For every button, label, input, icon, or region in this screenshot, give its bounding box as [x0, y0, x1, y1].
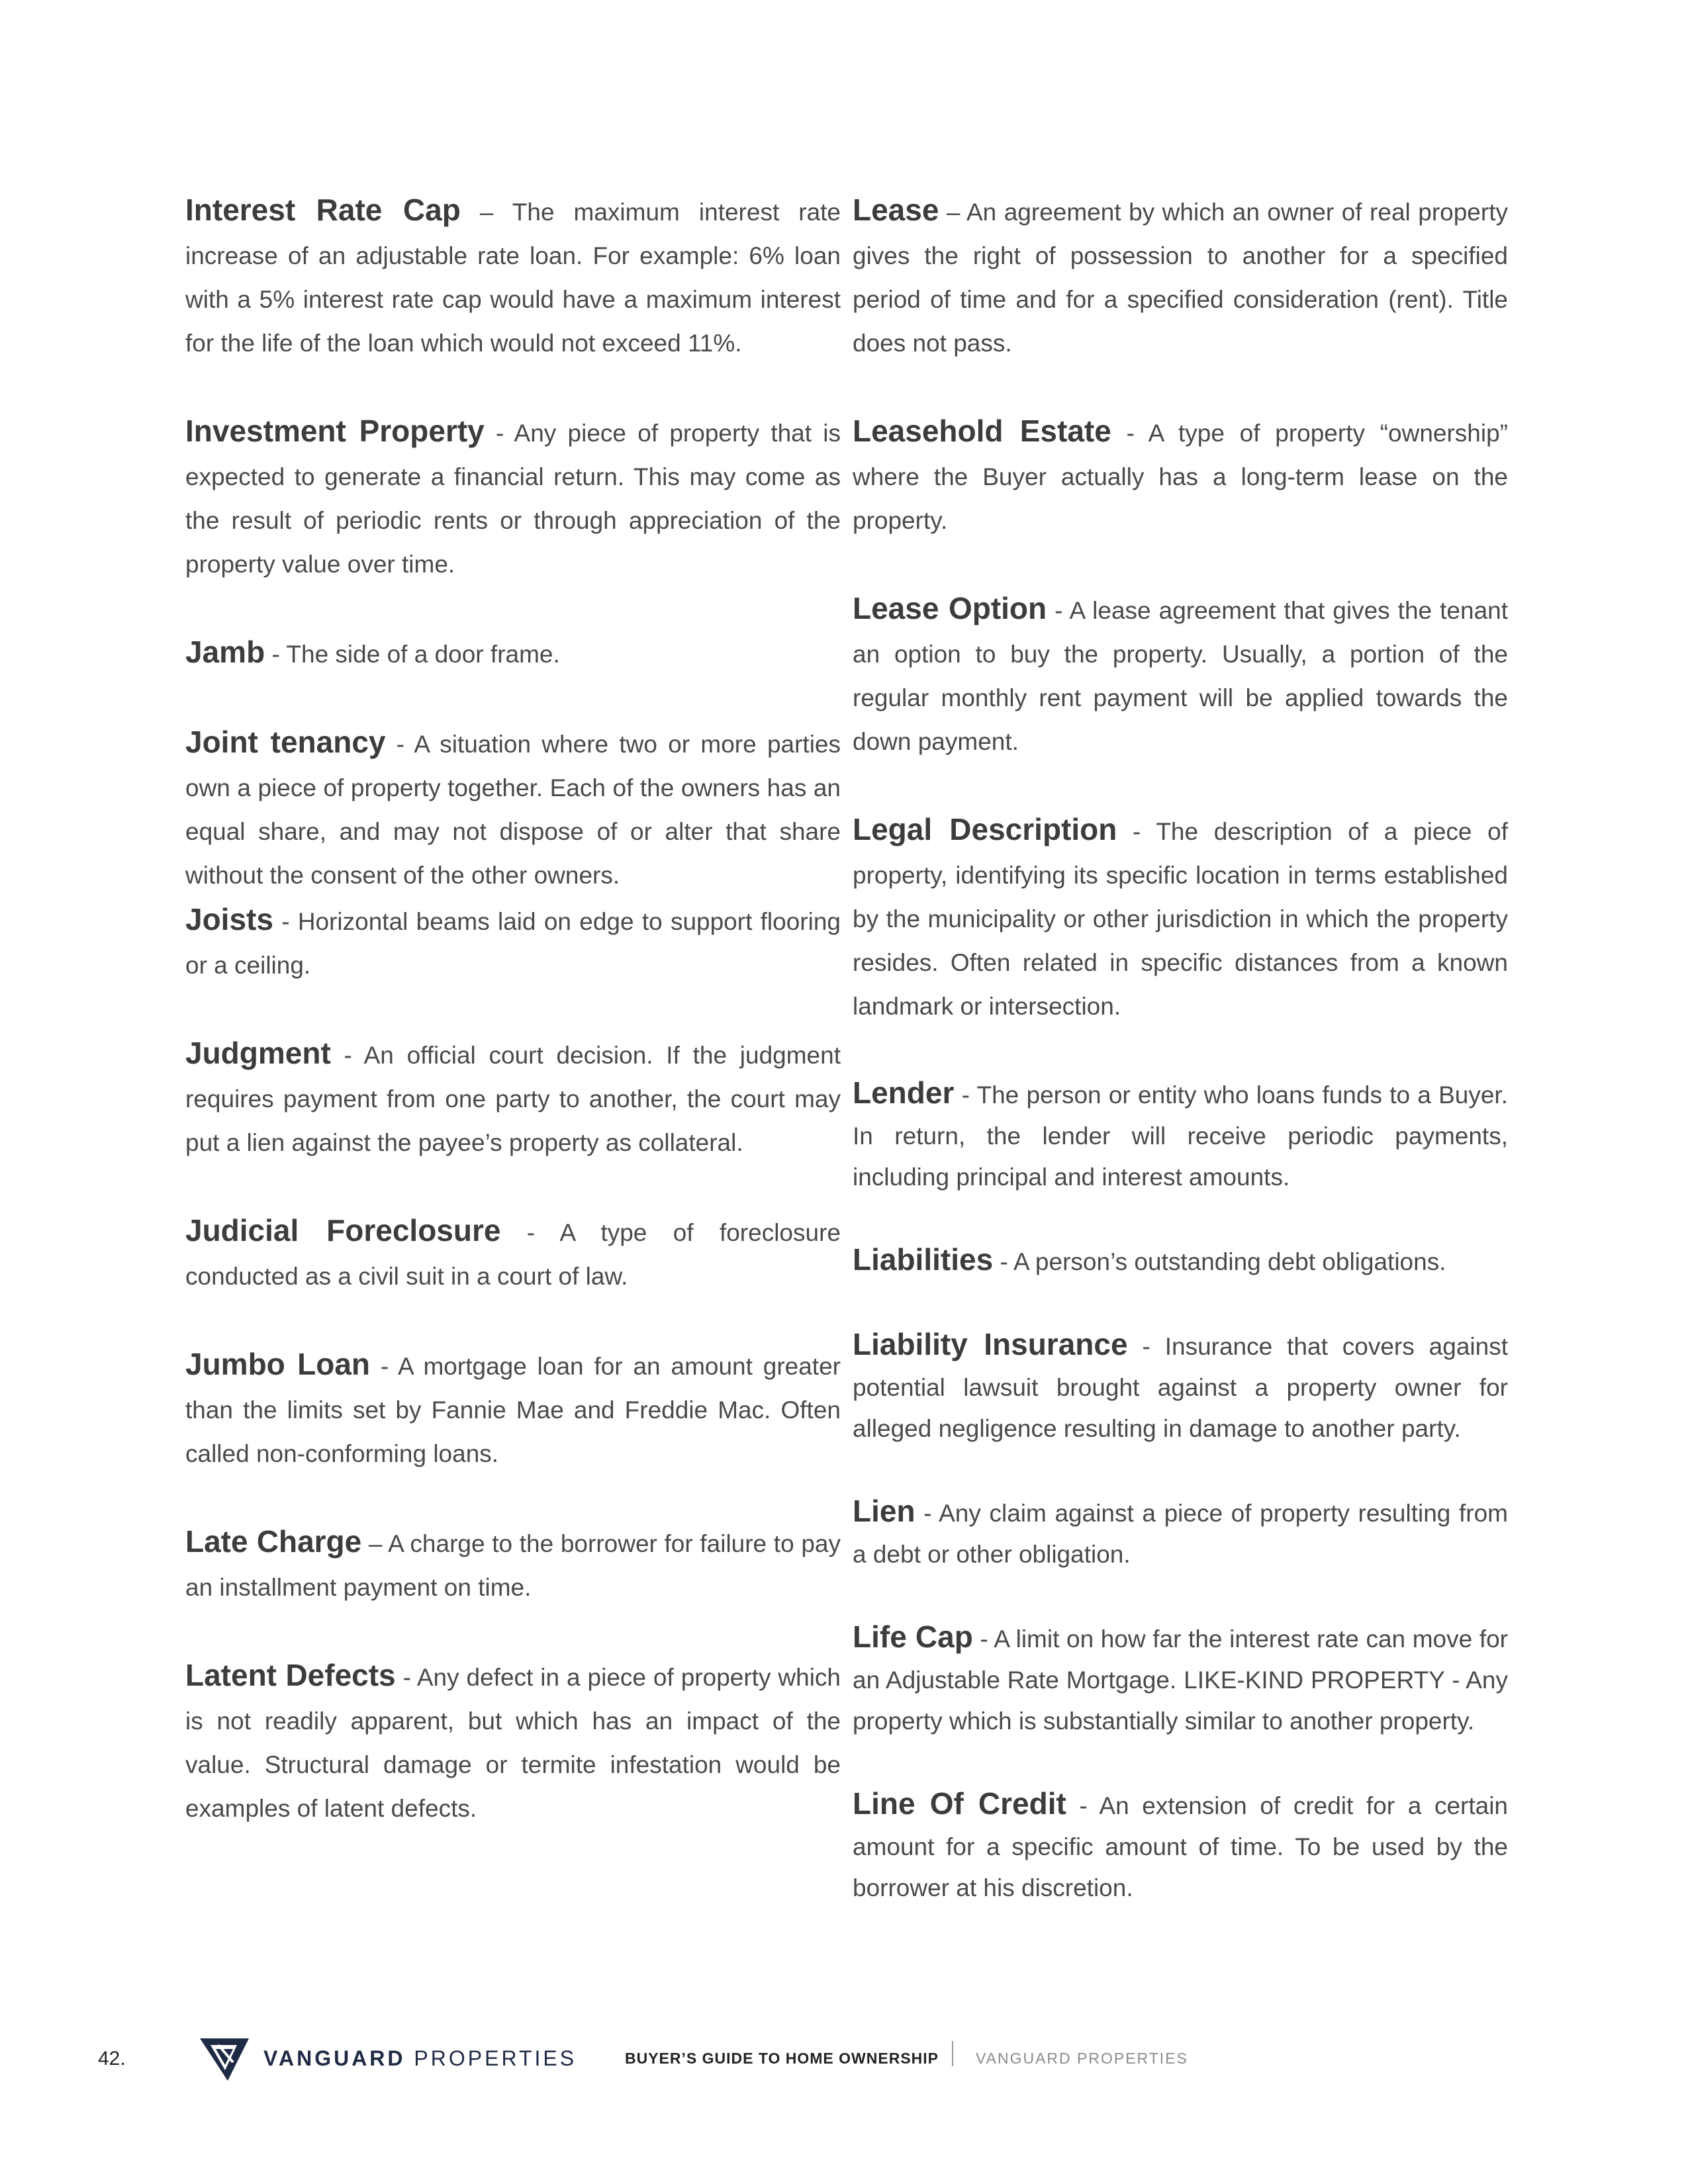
- page-number: 42.: [98, 2048, 126, 2070]
- glossary-term: Lender: [853, 1075, 955, 1110]
- glossary-term: Jamb: [185, 635, 265, 669]
- guide-brand: VANGUARD PROPERTIES: [976, 2050, 1188, 2067]
- glossary-definition: Horizontal beams laid on edge to support flooring or a ceiling.: [185, 908, 841, 979]
- glossary-entry: Interest Rate Cap – The maximum interest rate increase of an adjustable rate loan. For example: 6% loan with a 5% interest rate cap would have a maximum interest for the life of the loan which would not exceed 11%.: [185, 193, 841, 357]
- guide-title: BUYER’S GUIDE TO HOME OWNERSHIP: [625, 2050, 939, 2067]
- footer-divider: [952, 2041, 953, 2066]
- glossary-term: Leasehold Estate: [853, 414, 1111, 448]
- glossary-term: Interest Rate Cap: [185, 193, 461, 227]
- glossary-term: Judicial Foreclosure: [185, 1213, 501, 1248]
- brand-name: VANGUARD PROPERTIES: [263, 2046, 577, 2070]
- glossary-term: Lien: [853, 1494, 915, 1528]
- left-column: [185, 188, 841, 1874]
- glossary-definition: The description of a piece of property, identifying its specific location in terms established by the municipality or other jurisdiction in which the property resides. Often related in specific distances from a known landmark or intersection.: [853, 818, 1508, 1020]
- glossary-definition: An agreement by which an owner of real property gives the right of possession to another for a specified period of time and for a specified consideration (rent). Title does not pass.: [853, 199, 1508, 357]
- glossary-definition: A limit on how far the interest rate can move for an Adjustable Rate Mortgage. LIKE-KIND PROPERTY - Any property which is substantially similar to another property.: [853, 1625, 1508, 1735]
- glossary-definition: The maximum interest rate increase of an adjustable rate loan. For example: 6% loan with a 5% interest rate cap would have a maximum interest for the life of the loan which would not exceed 11%.: [185, 199, 841, 357]
- glossary-definition: An extension of credit for a certain amount for a specific amount of time. To be used by the borrower at his discretion.: [853, 1792, 1509, 1901]
- glossary-term: Joint tenancy: [185, 725, 386, 759]
- glossary-entry: Joists - Horizontal beams laid on edge to support flooring or a ceiling.: [185, 902, 841, 979]
- glossary-definition: Any claim against a piece of property resulting from a debt or other obligation.: [853, 1500, 1509, 1568]
- glossary-definition: An official court decision. If the judgment requires payment from one party to another, the court may put a lien against the payee’s property as collateral.: [185, 1042, 841, 1156]
- glossary-entry: Lender - The person or entity who loans funds to a Buyer. In return, the lender will receive periodic payments, including principal and interest amounts.: [853, 1075, 1508, 1191]
- right-column: [853, 188, 1508, 1909]
- glossary-term: Legal Description: [853, 812, 1117, 846]
- glossary-entry: Judicial Foreclosure - A type of foreclosure conducted as a civil suit in a court of law.: [185, 1213, 841, 1290]
- glossary-term: Lease: [853, 193, 939, 227]
- glossary-entry: Jamb - The side of a door frame.: [185, 635, 560, 669]
- glossary-definition: The person or entity who loans funds to a Buyer. In return, the lender will receive periodic payments, including principal and interest amounts.: [853, 1081, 1508, 1191]
- glossary-entry: Liabilities - A person’s outstanding debt obligations.: [853, 1242, 1446, 1277]
- glossary-term: Life Cap: [853, 1619, 973, 1654]
- glossary-term: Judgment: [185, 1036, 331, 1070]
- glossary-entry: Liability Insurance - Insurance that covers against potential lawsuit brought against a property owner for alleged negligence resulting in damage to another party.: [853, 1327, 1508, 1442]
- page-footer: [0, 2025, 1688, 2091]
- glossary-term: Line Of Credit: [853, 1786, 1066, 1821]
- glossary-definition: Any piece of property that is expected to generate a financial return. This may come as the result of periodic rents or through appreciation of the property value over time.: [185, 420, 841, 578]
- glossary-entry: Joint tenancy - A situation where two or more parties own a piece of property together. Each of the owners has an equal share, and may not dispose of or alter that share without the consent of the other owners.: [185, 725, 841, 889]
- glossary-term: Liability Insurance: [853, 1327, 1128, 1361]
- glossary-entry: Lien - Any claim against a piece of property resulting from a debt or other obligation.: [853, 1494, 1509, 1568]
- glossary-term: Latent Defects: [185, 1658, 396, 1692]
- glossary-definition: The side of a door frame.: [286, 641, 560, 668]
- glossary-term: Joists: [185, 902, 273, 936]
- glossary-term: Lease Option: [853, 591, 1047, 625]
- glossary-entry: Line Of Credit - An extension of credit for a certain amount for a specific amount of time. To be used by the borrower at his discretion.: [853, 1786, 1509, 1901]
- glossary-entry: Lease Option - A lease agreement that gives the tenant an option to buy the property. Usually, a portion of the regular monthly rent payment will be applied towards the down payment.: [853, 591, 1509, 755]
- glossary-entry: Lease – An agreement by which an owner of real property gives the right of possession to another for a specified period of time and for a specified consideration (rent). Title does not pass.: [853, 193, 1508, 357]
- glossary-definition: A charge to the borrower for failure to pay an installment payment on time.: [185, 1530, 841, 1601]
- glossary-definition: A person’s outstanding debt obligations.: [1013, 1248, 1446, 1275]
- glossary-definition: A mortgage loan for an amount greater than the limits set by Fannie Mae and Freddie Mac. Often called non-conforming loans.: [185, 1353, 841, 1467]
- glossary-entry: Legal Description - The description of a piece of property, identifying its specific location in terms established by the municipality or other jurisdiction in which the property resides. Often related in specific distances from a known landmark or intersection.: [853, 812, 1508, 1020]
- glossary-term: Jumbo Loan: [185, 1347, 371, 1381]
- glossary-entry: Latent Defects - Any defect in a piece of property which is not readily apparent, but which has an impact of the value. Structural damage or termite infestation would be examples of latent defects.: [185, 1658, 841, 1822]
- vanguard-logo-icon: [199, 2036, 250, 2083]
- glossary-term: Liabilities: [853, 1242, 994, 1277]
- glossary-entry: Late Charge – A charge to the borrower for failure to pay an installment payment on time.: [185, 1524, 841, 1601]
- glossary-entry: Life Cap - A limit on how far the interest rate can move for an Adjustable Rate Mortgage. LIKE-KIND PROPERTY - Any property which is substantially similar to another property.: [853, 1619, 1508, 1735]
- glossary-term: Late Charge: [185, 1524, 362, 1559]
- glossary-definition: Insurance that covers against potential lawsuit brought against a property owner for alleged negligence resulting in damage to another party.: [853, 1333, 1508, 1442]
- glossary-definition: A situation where two or more parties own a piece of property together. Each of the owners has an equal share, and may not dispose of or alter that share without the consent of the other owners.: [185, 731, 841, 889]
- glossary-definition: A type of property “ownership” where the Buyer actually has a long-term lease on the property.: [853, 420, 1509, 534]
- glossary-definition: Any defect in a piece of property which is not readily apparent, but which has an impact of the value. Structural damage or termite infestation would be examples of latent defects.: [185, 1664, 841, 1822]
- glossary-entry: Leasehold Estate - A type of property “ownership” where the Buyer actually has a long-term lease on the property.: [853, 414, 1509, 534]
- glossary-definition: A type of foreclosure conducted as a civil suit in a court of law.: [185, 1219, 841, 1290]
- glossary-definition: A lease agreement that gives the tenant an option to buy the property. Usually, a portion of the regular monthly rent payment will be applied towards the down payment.: [853, 597, 1509, 755]
- glossary-entry: Jumbo Loan - A mortgage loan for an amount greater than the limits set by Fannie Mae and Freddie Mac. Often called non-conforming loans.: [185, 1347, 841, 1467]
- glossary-term: Investment Property: [185, 414, 485, 448]
- glossary-entry: Investment Property - Any piece of property that is expected to generate a financial return. This may come as the result of periodic rents or through appreciation of the property value over time.: [185, 414, 841, 578]
- glossary-entry: Judgment - An official court decision. If the judgment requires payment from one party to another, the court may put a lien against the payee’s property as collateral.: [185, 1036, 841, 1156]
